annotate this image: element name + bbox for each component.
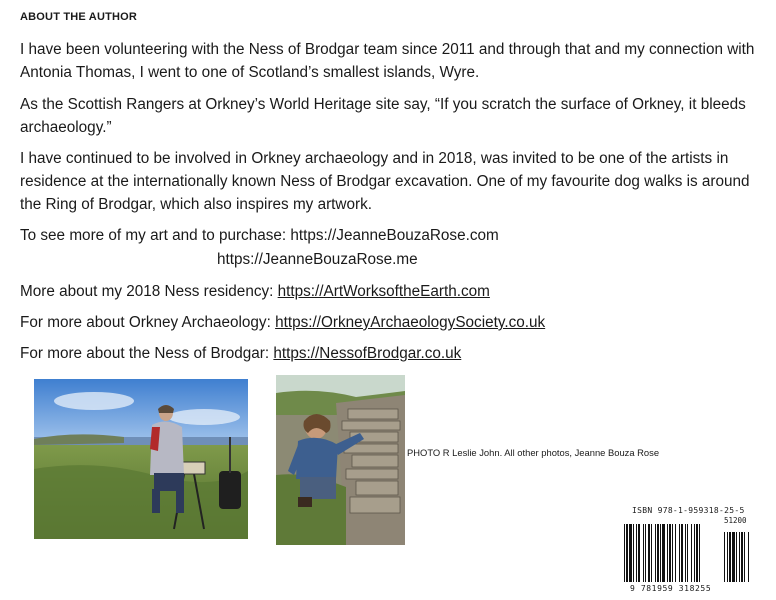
barcode-addon-bar	[736, 532, 737, 582]
paragraph-volunteering: I have been volunteering with the Ness of Brodgar team since 2011 and through that and my connection with Antonia Thomas, I went to one of Scotland’s smallest islands, Wyre.	[20, 41, 755, 81]
ness-of-brodgar-link[interactable]: https://NessofBrodgar.co.uk	[273, 345, 462, 362]
barcode-bar	[691, 524, 692, 582]
photo-credit-caption: PHOTO R Leslie John. All other photos, Jeanne Bouza Rose	[407, 447, 660, 458]
barcode-bar	[685, 524, 686, 582]
barcode-bar	[667, 524, 668, 582]
ness-link-line	[20, 342, 760, 365]
barcode-addon-bar	[727, 532, 728, 582]
stone-wall-portrait-photo	[276, 375, 405, 545]
barcode-addon-bar	[741, 532, 743, 582]
barcode-bar	[679, 524, 680, 582]
ean-digits: 9 781959 318255	[630, 584, 712, 593]
barcode-bar	[624, 524, 625, 582]
barcode-bar	[694, 524, 695, 582]
art-url-com[interactable]: https://JeanneBouzaRose.com	[290, 227, 499, 244]
barcode-bar	[681, 524, 683, 582]
paragraph-residency: I have continued to be involved in Orkney archaeology and in 2018, was invited to be one of the artists in residence at the internationally known Ness of Brodgar excavation. One of my favourite dog walks is around the Ring of Brodgar, which also inspires my artwork.	[20, 150, 750, 213]
barcode-bar	[633, 524, 634, 582]
orkney-archaeology-link[interactable]: https://OrkneyArchaeologySociety.co.uk	[275, 314, 546, 331]
painting-outdoors-photo	[34, 379, 248, 539]
barcode-bar	[655, 524, 656, 582]
barcode-bar	[657, 524, 659, 582]
barcode-bar	[696, 524, 698, 582]
barcode-addon-bar	[724, 532, 725, 582]
art-links-line	[20, 224, 760, 247]
barcode-bar	[638, 524, 640, 582]
section-heading: ABOUT THE AUTHOR	[20, 11, 138, 23]
barcode-bar	[626, 524, 628, 582]
barcode-bar	[672, 524, 673, 582]
isbn-number: ISBN 978-1-959318-25-5	[632, 506, 745, 515]
barcode-bar	[660, 524, 661, 582]
art-url-me[interactable]: https://JeanneBouzaRose.me	[217, 251, 418, 268]
barcode-bar	[699, 524, 700, 582]
barcode-bar	[669, 524, 671, 582]
residency-link[interactable]: https://ArtWorksoftheEarth.com	[277, 283, 490, 300]
barcode-addon-bar	[729, 532, 731, 582]
barcode-bar	[645, 524, 646, 582]
residency-link-line	[20, 280, 760, 303]
barcode-bars	[618, 524, 754, 584]
orkney-link-label: For more about Orkney Archaeology:	[20, 314, 276, 331]
barcode-bar	[651, 524, 652, 582]
residency-link-label: More about my 2018 Ness residency:	[20, 283, 278, 300]
barcode-addon-bar	[744, 532, 745, 582]
barcode-addon-bar	[748, 532, 749, 582]
price-addon-code: 51200	[724, 516, 747, 525]
art-links-label: To see more of my art and to purchase:	[20, 227, 291, 244]
barcode-bar	[643, 524, 644, 582]
barcode-bar	[662, 524, 665, 582]
barcode-bar	[675, 524, 676, 582]
barcode-bar	[648, 524, 650, 582]
barcode-addon-bar	[739, 532, 740, 582]
barcode-bar	[636, 524, 637, 582]
barcode-bar	[629, 524, 632, 582]
barcode-addon-bar	[732, 532, 735, 582]
isbn-barcode	[618, 506, 754, 594]
barcode-bar	[687, 524, 688, 582]
paragraph-rangers-quote: As the Scottish Rangers at Orkney’s World Heritage site say, “If you scratch the surface of Orkney, it bleeds archaeology.”	[20, 96, 746, 136]
orkney-link-line	[20, 311, 760, 334]
ness-link-label: For more about the Ness of Brodgar:	[20, 345, 274, 362]
